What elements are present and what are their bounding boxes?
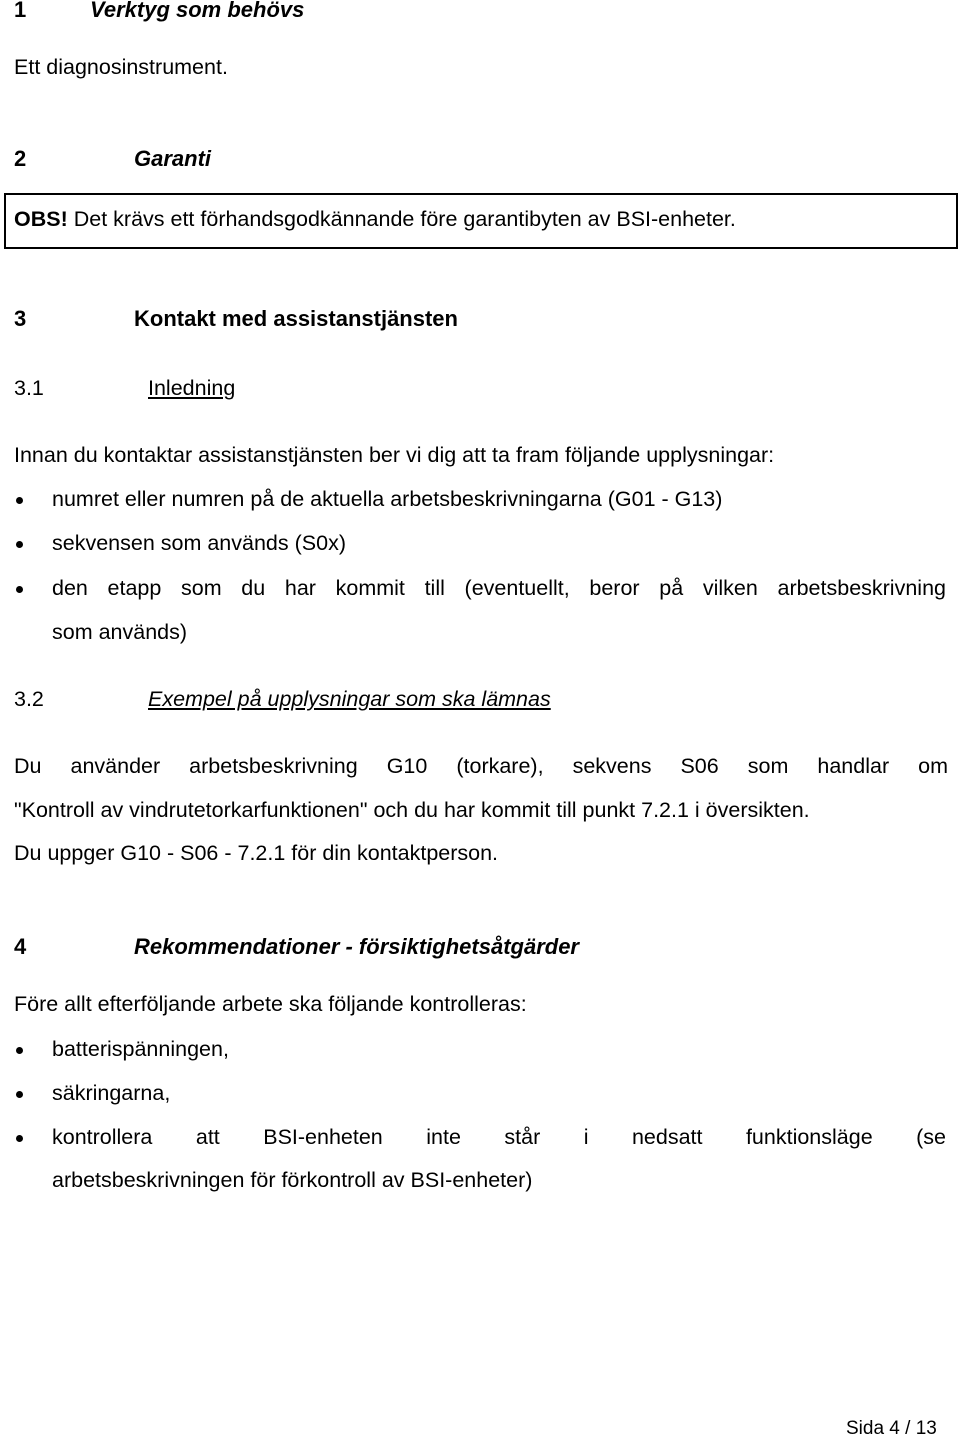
list-item: batterispänningen, xyxy=(52,1037,229,1061)
list-item: säkringarna, xyxy=(52,1081,171,1105)
bullet-dot xyxy=(16,541,23,548)
subsection-number: 3.2 xyxy=(14,687,44,711)
section-3-heading xyxy=(14,306,458,332)
page-number: Sida 4 / 13 xyxy=(846,1418,937,1439)
section-title: Verktyg som behövs xyxy=(90,0,305,22)
subsection-3-1-heading xyxy=(14,373,236,403)
section-title: Garanti xyxy=(134,146,212,171)
example-line-1: Du använder arbetsbeskrivning G10 (torkare), sekvens S06 som handlar om xyxy=(14,754,948,778)
section-1-body: Ett diagnosinstrument. xyxy=(14,55,228,79)
subsection-3-1-intro: Innan du kontaktar assistanstjänsten ber vi dig att ta fram följande upplysningar: xyxy=(14,443,775,467)
subsection-title: Exempel på upplysningar som ska lämnas xyxy=(148,687,551,711)
bullet-dot xyxy=(16,1135,23,1142)
list-item: den etapp som du har kommit till (eventuellt, beror på vilken arbetsbeskrivning xyxy=(52,576,946,600)
section-number: 2 xyxy=(14,146,27,171)
list-item-continuation: arbetsbeskrivningen för förkontroll av BSI-enheter) xyxy=(52,1168,533,1192)
obs-text: Det krävs ett förhandsgodkännande före garantibyten av BSI-enheter. xyxy=(73,207,736,231)
section-2-heading xyxy=(14,146,212,172)
bullet-dot xyxy=(16,1047,23,1054)
bullet-dot xyxy=(16,497,23,504)
section-title: Kontakt med assistanstjänsten xyxy=(134,306,458,331)
bullet-dot xyxy=(16,1091,23,1098)
list-item: sekvensen som används (S0x) xyxy=(52,531,346,555)
bullet-dot xyxy=(16,586,23,593)
section-4-intro: Före allt efterföljande arbete ska följande kontrolleras: xyxy=(14,992,527,1016)
list-item-continuation: som används) xyxy=(52,620,188,644)
section-number: 3 xyxy=(14,306,27,331)
list-item: kontrollera att BSI-enheten inte står i nedsatt funktionsläge (se xyxy=(52,1125,946,1149)
subsection-3-2-heading xyxy=(14,684,551,714)
section-1-heading xyxy=(14,0,305,23)
list-item: numret eller numren på de aktuella arbetsbeskrivningarna (G01 - G13) xyxy=(52,487,723,511)
example-line-2: "Kontroll av vindrutetorkarfunktionen" och du har kommit till punkt 7.2.1 i översikten. xyxy=(14,798,810,822)
obs-label: OBS! xyxy=(14,207,68,231)
section-number: 1 xyxy=(14,0,27,22)
example-line-3: Du uppger G10 - S06 - 7.2.1 för din kontaktperson. xyxy=(14,841,499,865)
subsection-title: Inledning xyxy=(148,376,236,400)
obs-notice xyxy=(14,204,736,234)
section-number: 4 xyxy=(14,934,27,959)
section-title: Rekommendationer - försiktighetsåtgärder xyxy=(134,934,579,959)
subsection-number: 3.1 xyxy=(14,376,44,400)
section-4-heading xyxy=(14,934,579,960)
